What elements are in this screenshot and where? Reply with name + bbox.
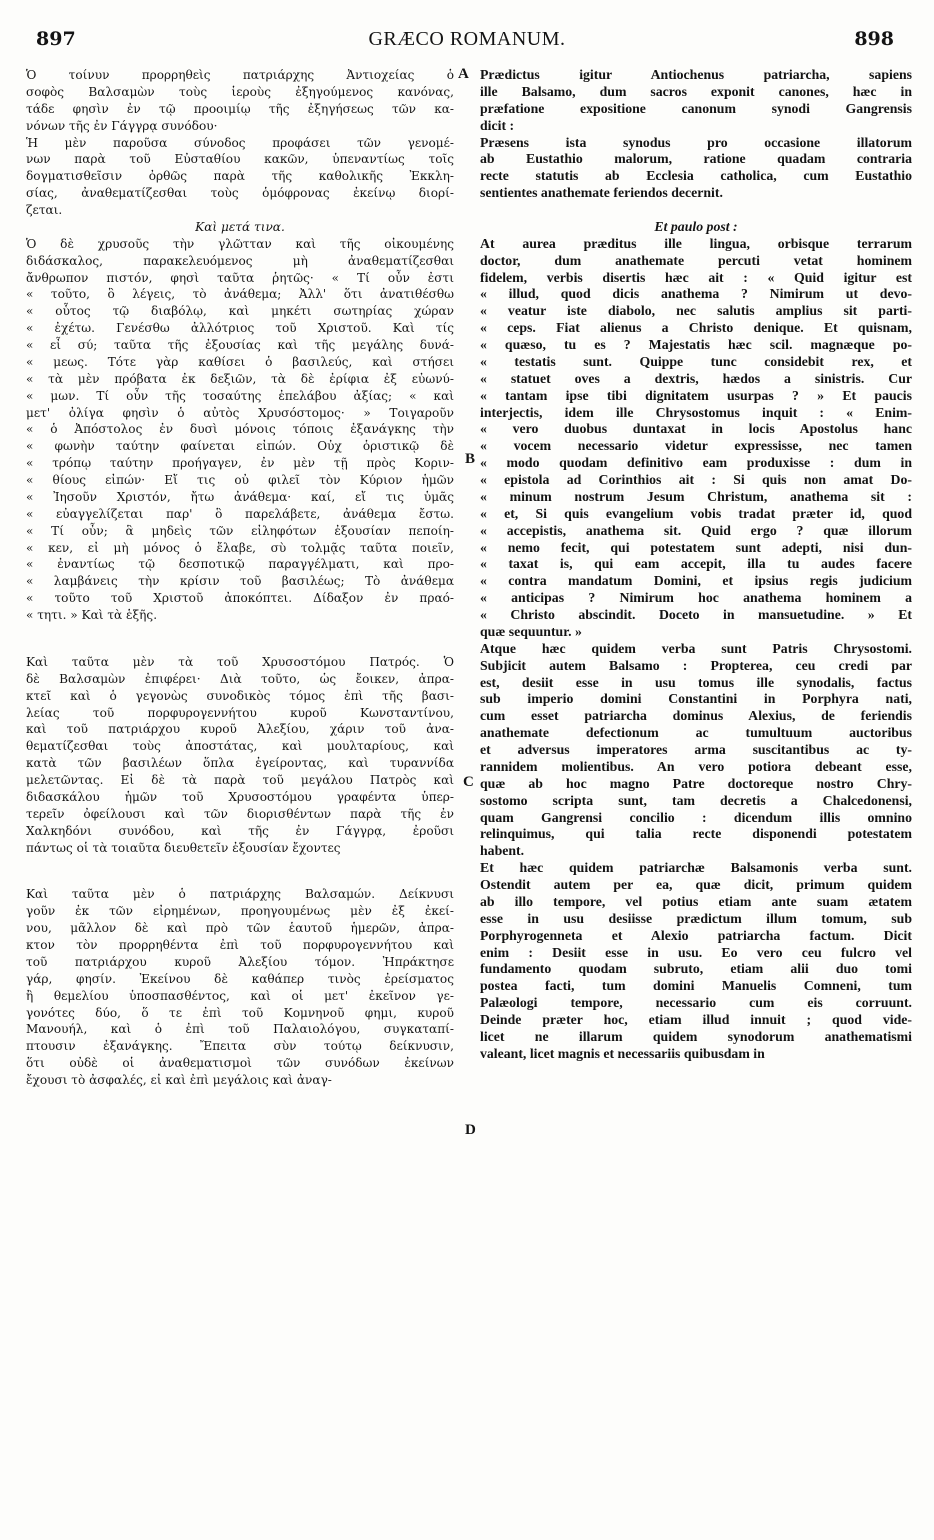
text-line: « φωνὴν ταύτην φαίνεται εἰπών. Οὐχ ὁριστικῷ δὲ — [26, 439, 454, 454]
text-line: σοφὸς Βαλσαμὼν τοὺς ἱεροὺς ἐξηγούμενος κανόνας, — [26, 84, 454, 99]
text-line: fidelem, verbis disertis hæc ait : « Quid igitur est — [480, 269, 912, 285]
section-marker-d: D — [465, 1122, 476, 1138]
text-line: anathemate defectionum ac tumultuum auctoribus — [480, 725, 912, 741]
text-line: νόνων τῆς ἐν Γάγγρᾳ συνόδου· — [26, 118, 218, 133]
page-header — [0, 28, 934, 58]
text-line: λείας τοῦ πορφυρογεννήτου κυροῦ Κωνσταντίνου, — [26, 705, 454, 720]
text-line: Palæologi tempore, necessario cum eis corruunt. — [480, 995, 912, 1011]
paragraph — [26, 654, 454, 857]
text-line: « τὰ μὲν πρόβατα ἐκ δεξιῶν, τὰ δὲ ἐρίφια ἐξ εὐωνύ- — [26, 371, 454, 386]
text-line: Ostendit autem per ea, quæ dicit, primum quidem — [480, 877, 912, 892]
text-line: νου, μᾶλλον δὲ καὶ πρὸ τῶν ἑαυτοῦ ἡμερῶν, ἀπρα- — [26, 921, 454, 936]
text-line: ab Eustathio malorum, ratione quadam contraria — [480, 151, 912, 167]
text-line: νων παρὰ τοῦ Εὐσταθίου κακῶν, ὑπεναντίως τοῖς — [26, 152, 454, 167]
text-line: « τρόπῳ ταύτην προήγαγεν, ἐν μὲν τῇ πρὸς Κοριν- — [26, 456, 454, 471]
text-line: « τοῦτο, ὃ λέγεις, τὸ ἀνάθεμα; Ἀλλ' ὅτι ἀνατιθέσθω — [26, 287, 454, 302]
text-line: Atque hæc quidem verba sunt Patris Chrysostomi. — [480, 640, 912, 656]
right-page-number: 898 — [854, 28, 894, 50]
text-line: γοῦν ἐκ τῶν εἰρημένων, προηγουμένως μὲν ἐξ ἐκεί- — [26, 904, 454, 919]
text-line: ἔχουσι τὸ ἀσφαλές, εἰ καὶ ἐπὶ μεγάλοις καὶ ἀναγ- — [26, 1073, 332, 1087]
text-line: σίας, ἀναθεματίζεσθαι τοὺς ὁμόφρονας ἐκείνῳ διορί- — [26, 186, 454, 201]
text-line: Χαλκηδόνι συνόδου, καὶ τῆς ἐν Γάγγρᾳ, ἐροῦσι — [26, 823, 454, 838]
text-line: γάρ, φησίν. Ἐκείνου δὲ καθάπερ τινὸς ἐρείσματος — [26, 971, 454, 986]
greek-column — [26, 67, 454, 1089]
text-line: « εὐαγγελίζεται παρ' ὃ παρελάβετε, ἀνάθεμα ἔστω. — [26, 506, 454, 521]
text-line: quam Gangrensi concilio : dicendum illis omnino — [480, 809, 912, 825]
text-line: « vero duobus duntaxat in locis Apostolus hanc — [480, 421, 912, 437]
text-line: esse in usu desiisse prædictum illum tomum, sub — [480, 910, 912, 926]
text-line: « minum nostrum Jesum Christum, anathema sit : — [480, 488, 912, 504]
text-line: « nemo fecit, qui potestatem sunt adepti, nisi dun- — [480, 539, 912, 555]
text-line: « οὗτος τῷ διαβόλῳ, καὶ μηκέτι σωτηρίας χώραν — [26, 304, 454, 319]
paragraph — [480, 67, 912, 135]
text-line: « tantam ipse tibi dignitatem usurpas ? » Et paucis — [480, 387, 912, 403]
paragraph — [26, 236, 454, 624]
text-line: μετ' ὀλίγα φησὶν ὁ αὐτὸς Χρυσόστομος· » Τοιγαροῦν — [26, 405, 454, 420]
text-line: sentientes anathemate feriendos decernit. — [480, 185, 723, 201]
text-line: κτεῖ καὶ ὁ γεγονὼς συνοδικὸς τόμος ἐπὶ τῆς βασι- — [26, 688, 454, 703]
text-line: ὅτι οὐδὲ οἱ ἀναθεματισμοὶ τῶν συνόδων ἐκείνων — [26, 1056, 454, 1071]
text-line: quæ sequuntur. » — [480, 623, 582, 639]
text-line: ἢ θεμελίου ὑποσπασθέντος, καὶ οἱ μετ' ἐκεῖνον γε- — [26, 988, 454, 1003]
text-line: Prædictus igitur Antiochenus patriarcha, sapiens — [480, 67, 912, 82]
text-line: Καὶ μετά τινα. — [195, 219, 285, 234]
text-line: postea facti, tum domini Manuelis Comneni, tum — [480, 978, 912, 994]
text-line: « et, Si quis evangelium vobis tradat præter id, quod — [480, 505, 912, 521]
text-line: Ἡ μὲν παροῦσα σύνοδος προφάσει τῶν γενομέ- — [26, 135, 454, 150]
paragraph — [26, 67, 454, 135]
text-line: Subjicit autem Balsamo : Propterea, ceu credi par — [480, 657, 912, 673]
text-line: « illud, quod dicis anathema ? Nimirum ut devo- — [480, 286, 912, 302]
paragraph — [26, 886, 454, 1089]
paragraph — [480, 135, 912, 203]
paragraph — [480, 219, 912, 236]
text-line: ἄνθρωπον πιστόν, φησὶ ταῦτα ῥητῶς· « Τί οὖν ἐστι — [26, 270, 454, 285]
text-line: « κεν, εἰ μὴ μόνος ὁ ἔλαβε, σὺ τολμᾷς ταῦτα ποιεῖν, — [26, 540, 454, 555]
text-line: θεματίζεσθαι τοὺς ἀποστάτας, καὶ μουλταρίους, καὶ — [26, 739, 454, 754]
text-line: « taxat is, qui eam accepit, illa tu audes facere — [480, 556, 912, 572]
text-line: « ὁ Ἀπόστολος ἐν δυσὶ μόνοις τόποις ἐξανάγκης τὴν — [26, 422, 454, 437]
text-line: « veatur iste diabolo, nec salutis amplius sit parti- — [480, 303, 912, 319]
text-line: « vocem necessario videtur expressisse, nec tamen — [480, 438, 912, 454]
text-line: κατὰ τῶν βασιλέων ὅπλα ἐγείροντας, καὶ τυραννίδα — [26, 756, 454, 771]
text-line: « ἐναντίως τῷ δεσποτικῷ παραγγέλματι, καὶ προ- — [26, 557, 454, 572]
text-line: « τοῦτο τοῦ Χριστοῦ ἀποκόπτει. Δίδαξον ἐν πραό- — [26, 591, 454, 606]
text-line: Et paulo post : — [654, 218, 738, 234]
text-line: ab illo tempore, vel potius etiam ante suam ætatem — [480, 893, 912, 909]
text-line: ζεται. — [26, 203, 63, 217]
text-line: δὲ Βαλσαμὼν ἐπιφέρει· Διὰ τοῦτο, ὡς ἔοικεν, ἀπρα- — [26, 671, 454, 686]
paragraph — [26, 135, 454, 219]
text-line: Deinde præter hoc, etiam illud innuit ; quod vide- — [480, 1012, 912, 1027]
paragraph — [480, 236, 912, 641]
text-line: enim : Desiit esse in usu. Eo vero ceu fulcro vel — [480, 944, 912, 960]
text-line: cum esset patriarcha dominus Alexius, de feriendis — [480, 708, 912, 724]
text-line: At aurea præditus ille lingua, orbisque terrarum — [480, 235, 912, 251]
text-line: relinquimus, qui talia recte disponendi potestatem — [480, 826, 912, 842]
text-line: « μεως. Τότε γὰρ καθίσει ὁ βασιλεύς, καὶ στήσει — [26, 354, 454, 369]
text-line: γονότες δύο, ὅ τε ἐπὶ τοῦ Κομνηνοῦ φημι, κυροῦ — [26, 1005, 454, 1020]
text-line: « testatis sunt. Quippe tunc considebit rex, et — [480, 353, 912, 369]
text-line: « λαμβάνεις τὴν κρίσιν τοῦ βασιλέως; Τὸ ἀνάθεμα — [26, 574, 454, 589]
paragraph — [480, 860, 912, 1063]
text-line: dicit : — [480, 117, 515, 133]
paragraph — [26, 219, 454, 236]
text-line: et adversus imperatores arma suscitantibus ac ty- — [480, 742, 912, 757]
text-line: τάδε φησὶν ἐν τῷ προοιμίῳ τῆς ἐξηγήσεως τῶν κα- — [26, 101, 454, 116]
text-line: « ἐχέτω. Γενέσθω ἀλλότριος τοῦ Χριστοῦ. Καὶ τίς — [26, 321, 454, 336]
text-line: Et hæc quidem patriarchæ Balsamonis verba sunt. — [480, 860, 912, 876]
paragraph — [480, 641, 912, 860]
latin-column — [480, 67, 912, 1063]
text-line: ille Balsamo, dum sacros exponit canones, hæc in — [480, 83, 912, 99]
text-line: Præsens ista synodus pro occasione illatorum — [480, 134, 912, 150]
text-line: μελετῶντας. Εἰ δὲ τὰ παρὰ τοῦ μεγάλου Πατρὸς καὶ — [26, 773, 454, 787]
text-line: « quæso, tu es ? Majestatis hæc scil. magnæque po- — [480, 337, 912, 352]
text-line: κτον τὸν προρρηθέντα ἐπὶ τοῦ πορφυρογεννήτου καὶ — [26, 938, 454, 952]
text-line: « modo quodam definitivo eam produxisse : dum in — [480, 455, 912, 471]
text-line: sub imperio domini Constantini in Porphyra nati, — [480, 691, 912, 707]
text-line: præfatione expositione canonum synodi Gangrensis — [480, 100, 912, 116]
text-line: Καὶ ταῦτα μὲν ὁ πατριάρχης Βαλσαμών. Δείκνυσι — [26, 887, 454, 902]
text-line: « εἶ σύ; ταῦτα τῆς ἐξουσίας καὶ τῆς μεγάλης δυνά- — [26, 338, 454, 352]
text-line: τερεῖν ὀφείλουσι καὶ τῶν διορισθέντων παρὰ τῆς ἐν — [26, 806, 454, 821]
text-line: Ὁ δὲ χρυσοῦς τὴν γλῶτταν καὶ τῆς οἰκουμένης — [26, 236, 454, 251]
running-title: GRÆCO ROMANUM. — [368, 28, 566, 50]
text-line: licet ne illarum quidem synodorum anathematismi — [480, 1028, 912, 1044]
text-line: doctor, dum anathemate percuti vetat hominem — [480, 252, 912, 268]
text-line: Μανουήλ, καὶ ὁ ἐπὶ τοῦ Παλαιολόγου, συγκαταπί- — [26, 1022, 454, 1037]
text-line: « Christo abscindit. Doceto in mansuetudine. » Et — [480, 607, 912, 622]
text-line: rannidem molientibus. An vero potiora debeant esse, — [480, 758, 912, 774]
text-line: recte statutis ab Ecclesia catholica, cum Eustathio — [480, 168, 912, 184]
text-line: habent. — [480, 843, 525, 859]
left-page-number: 897 — [36, 28, 76, 50]
text-line: Ὁ τοίνυν προρρηθεὶς πατριάρχης Ἀντιοχείας ὁ — [26, 68, 454, 82]
text-line: fundamento quodam subruto, etiam alii duo tomi — [480, 961, 912, 977]
section-marker-b: B — [465, 451, 476, 467]
text-line: τοῦ πατριάρχου κυροῦ Ἀλεξίου τόμον. Ἠπράκτησε — [26, 954, 454, 969]
text-line: « epistola ad Corinthios ait : Si quis non amat Do- — [480, 472, 912, 487]
text-line: καὶ τοῦ πατριάρχου κυροῦ Ἀλεξίου, χάριν τοῦ ἀνα- — [26, 722, 454, 737]
text-line: sostomo scripta sunt, tam decretis a Chalcedonensi, — [480, 792, 912, 808]
text-line: διδασκάλου ἡμῶν τοῦ Χρυσοστόμου γραφέντα ὑπερ- — [26, 789, 454, 804]
text-line: διδάσκαλος, παρακελευόμενος μὴ ἀναθεματίζεσθαι — [26, 253, 454, 268]
section-marker-c: C — [463, 774, 474, 790]
text-line: « θίους εἰπών· Εἴ τις οὐ φιλεῖ τὸν Κύριον ἡμῶν — [26, 473, 454, 487]
section-marker-a: A — [458, 66, 469, 82]
text-line: « ceps. Fiat alienus a Christo denique. Et quisnam, — [480, 320, 912, 336]
text-line: est, desiit esse in usu tomus ille synodalis, factus — [480, 674, 912, 690]
text-line: πτουσιν ἐξανάγκης. Ἔπειτα σὺν τούτῳ δείκνυσιν, — [26, 1039, 454, 1054]
text-line: « accepistis, anathema sit. Quid ergo ? quæ illorum — [480, 522, 912, 538]
text-line: quæ ab hoc magno Patre doctoreque nostro Chry- — [480, 775, 912, 791]
text-line: « Τί οὖν; ἃ μηδεὶς τῶν εἰληφότων ἐξουσίαν πεποίη- — [26, 523, 454, 538]
text-line: « Ἰησοῦν Χριστόν, ἤτω ἀνάθεμα· καί, εἴ τις ὑμᾶς — [26, 489, 454, 504]
text-line: « anticipas ? Nimirum hoc anathema hominem a — [480, 590, 912, 606]
text-line: δογματισθεῖσιν ὀρθῶς παρὰ τῆς καθολικῆς Ἐκκλη- — [26, 169, 454, 184]
text-line: « τητι. » Καὶ τὰ ἑξῆς. — [26, 608, 158, 622]
text-line: πάντως οἱ τὰ τοιαῦτα διευθετεῖν ἐξουσίαν ἔχοντες — [26, 840, 341, 855]
text-line: « statuet oves a dextris, hædos a sinistris. Cur — [480, 370, 912, 386]
text-line: « contra mandatum Domini, et ipsius regis judicium — [480, 573, 912, 589]
text-line: interjectis, idem ille Chrysostomus inquit : « Enim- — [480, 404, 912, 420]
text-line: Καὶ ταῦτα μὲν τὰ τοῦ Χρυσοστόμου Πατρός. Ὁ — [26, 654, 454, 669]
text-line: Porphyrogenneta et Alexio patriarcha factum. Dicit — [480, 927, 912, 943]
text-line: « μων. Τί οὖν τῆς τοσαύτης ἐπελάβου ἀξίας; « καὶ — [26, 388, 454, 403]
text-line: valeant, licet magnis et necessariis quibusdam in — [480, 1045, 765, 1061]
